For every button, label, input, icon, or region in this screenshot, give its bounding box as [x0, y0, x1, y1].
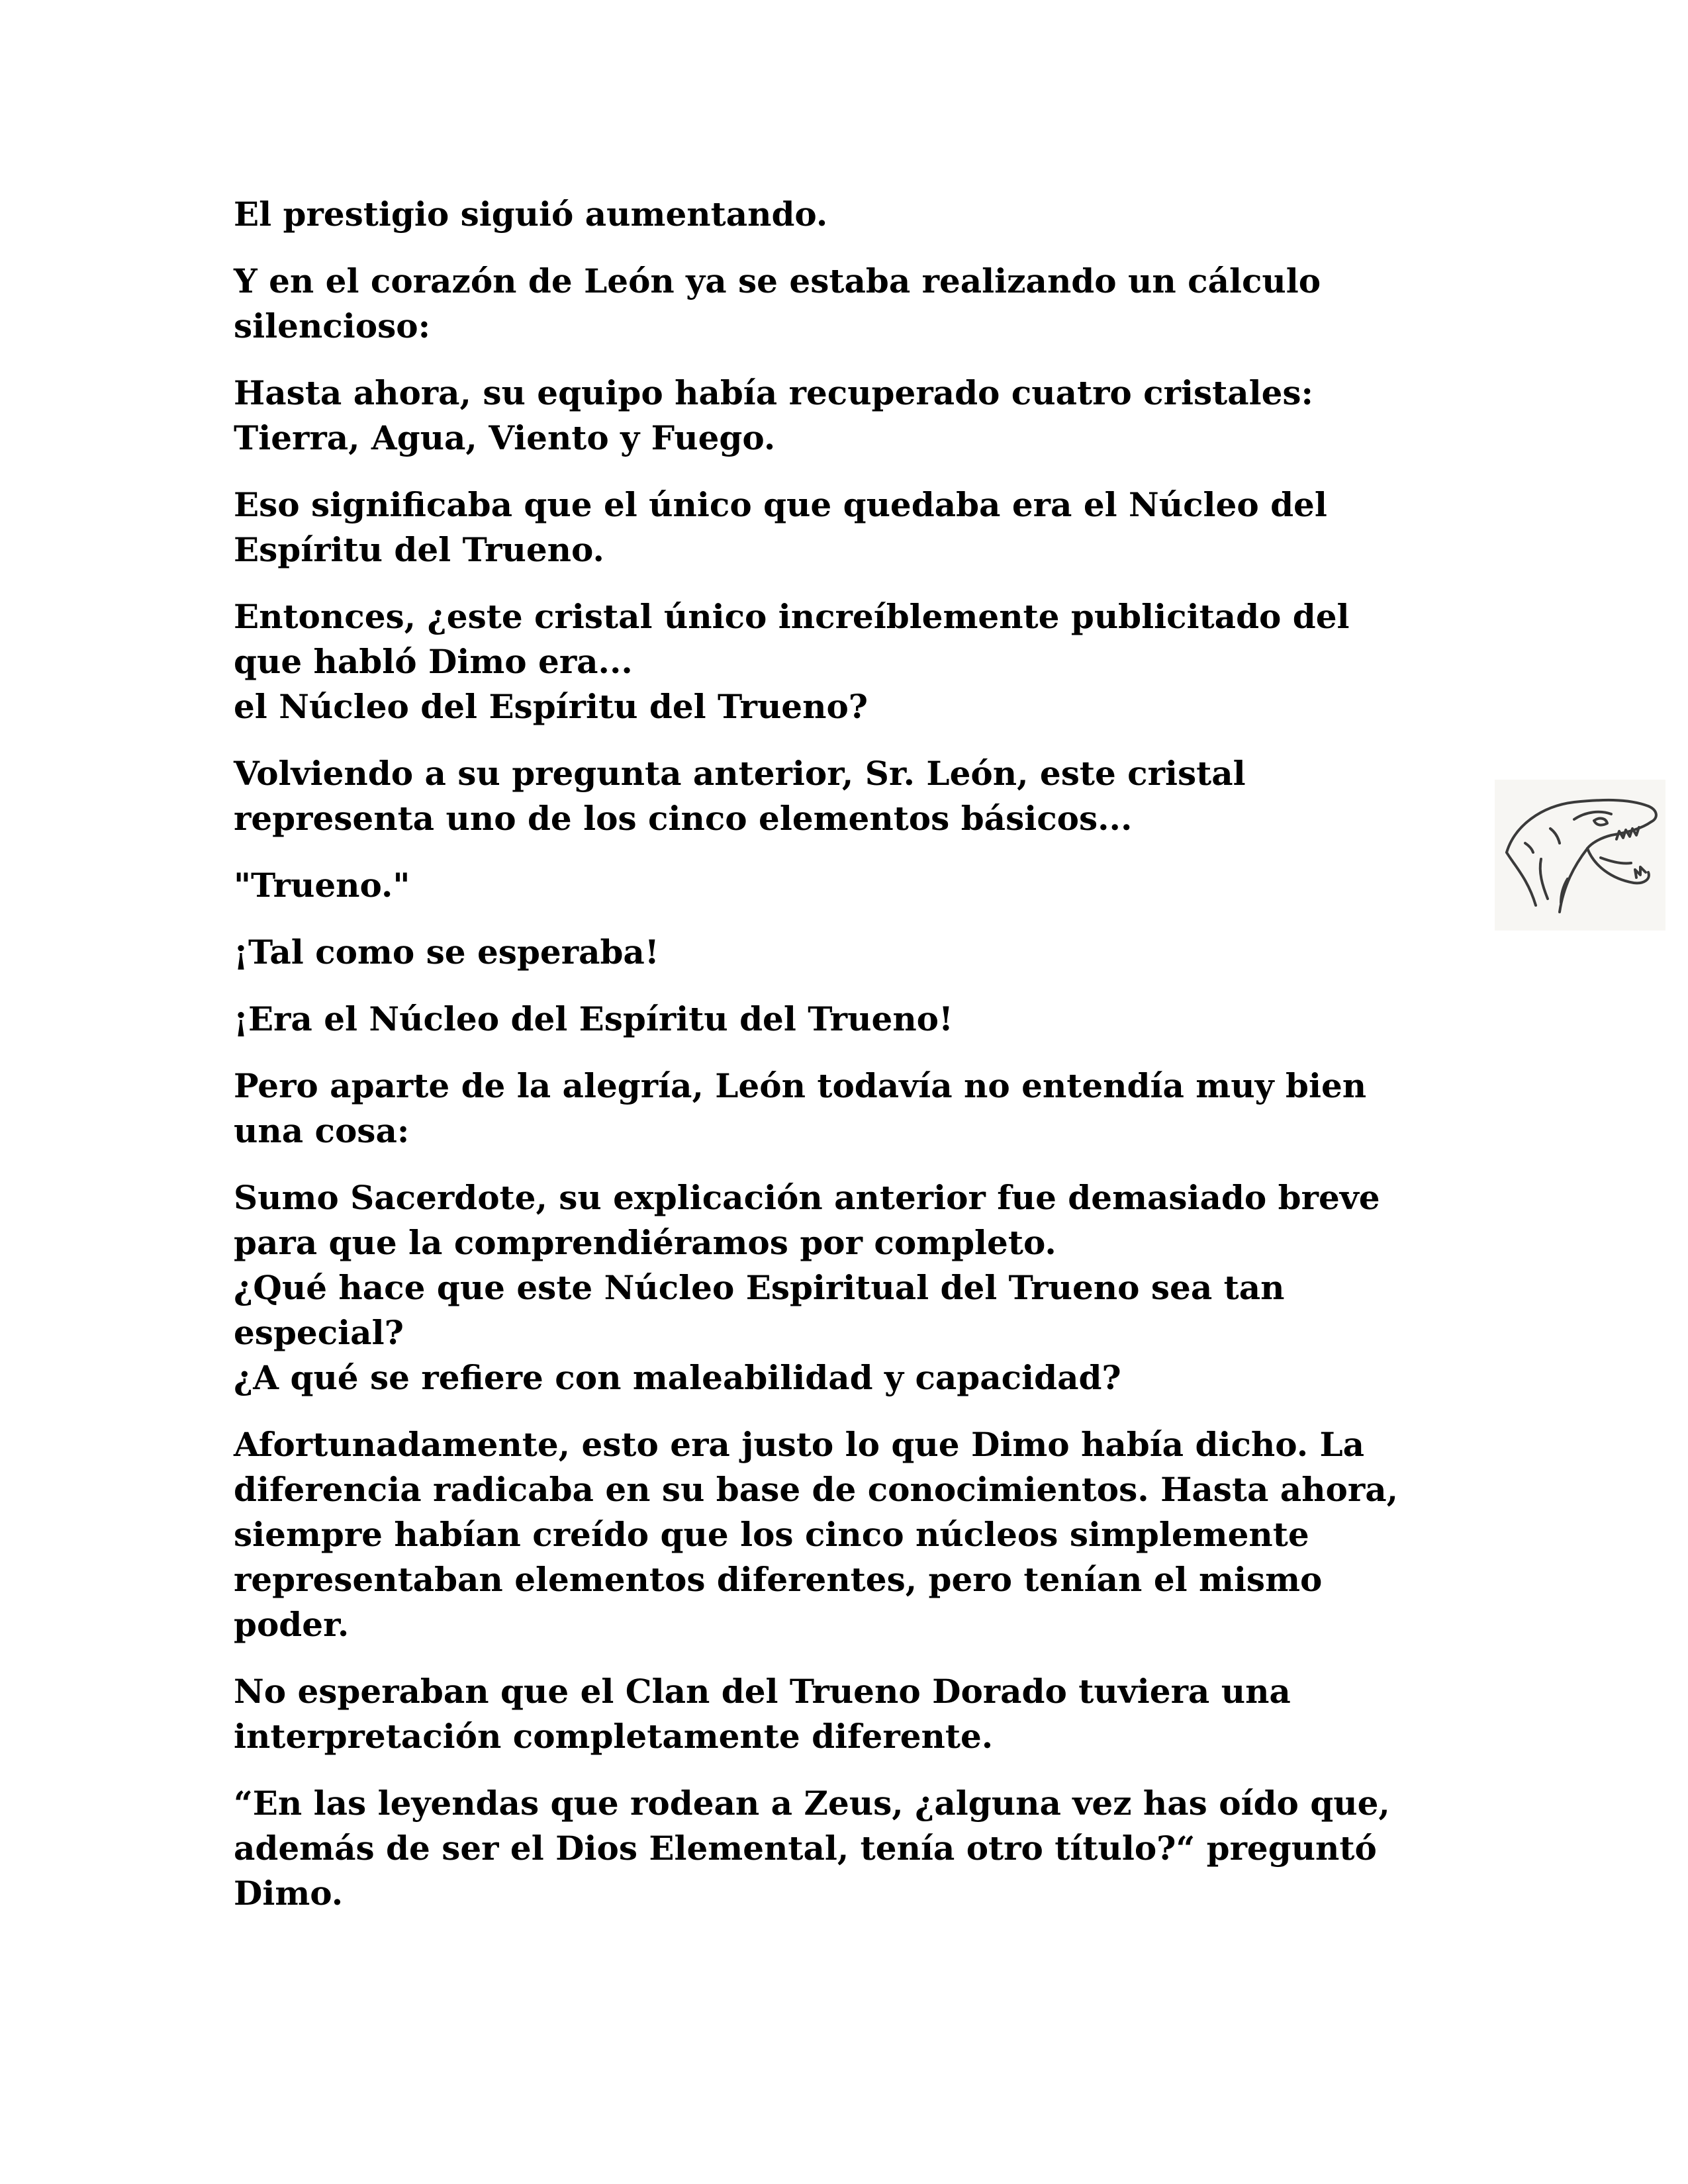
paragraph: ¡Tal como se esperaba!	[234, 933, 659, 972]
paragraph: “En las leyendas que rodean a Zeus, ¿alguna vez has oído que, además de ser el Dios Elemental, tenía otro título?“ preguntó Dimo.	[234, 1784, 1390, 1913]
paragraph: Sumo Sacerdote, su explicación anterior fue demasiado breve para que la comprendiéramos por completo. ¿Qué hace que este Núcleo Espiritual del Trueno sea tan especial? ¿A qué se refiere con maleabilidad y capacidad?	[234, 1178, 1380, 1397]
body-text	[234, 192, 1478, 1938]
paragraph: Y en el corazón de León ya se estaba realizando un cálculo silencioso:	[234, 261, 1321, 345]
paragraph: Hasta ahora, su equipo había recuperado cuatro cristales: Tierra, Agua, Viento y Fuego.	[234, 373, 1314, 457]
paragraph: No esperaban que el Clan del Trueno Dorado tuviera una interpretación completamente diferente.	[234, 1672, 1291, 1756]
dinosaur-head-sketch-icon	[1495, 780, 1665, 931]
paragraph: El prestigio siguió aumentando.	[234, 195, 828, 234]
paragraph: Pero aparte de la alegría, León todavía no entendía muy bien una cosa:	[234, 1066, 1367, 1150]
paragraph: Volviendo a su pregunta anterior, Sr. León, este cristal representa uno de los cinco elementos básicos...	[234, 754, 1246, 838]
paragraph: Entonces, ¿este cristal único increíblemente publicitado del que habló Dimo era... el Núcleo del Espíritu del Trueno?	[234, 597, 1350, 726]
paragraph: "Trueno."	[234, 866, 410, 905]
paragraph: Afortunadamente, esto era justo lo que Dimo había dicho. La diferencia radicaba en su base de conocimientos. Hasta ahora, siempre habían creído que los cinco núcleos simplemente representaban elementos diferentes, pero tenían el mismo poder.	[234, 1425, 1399, 1644]
paragraph: ¡Era el Núcleo del Espíritu del Trueno!	[234, 999, 953, 1038]
paragraph: Eso significaba que el único que quedaba era el Núcleo del Espíritu del Trueno.	[234, 485, 1327, 569]
